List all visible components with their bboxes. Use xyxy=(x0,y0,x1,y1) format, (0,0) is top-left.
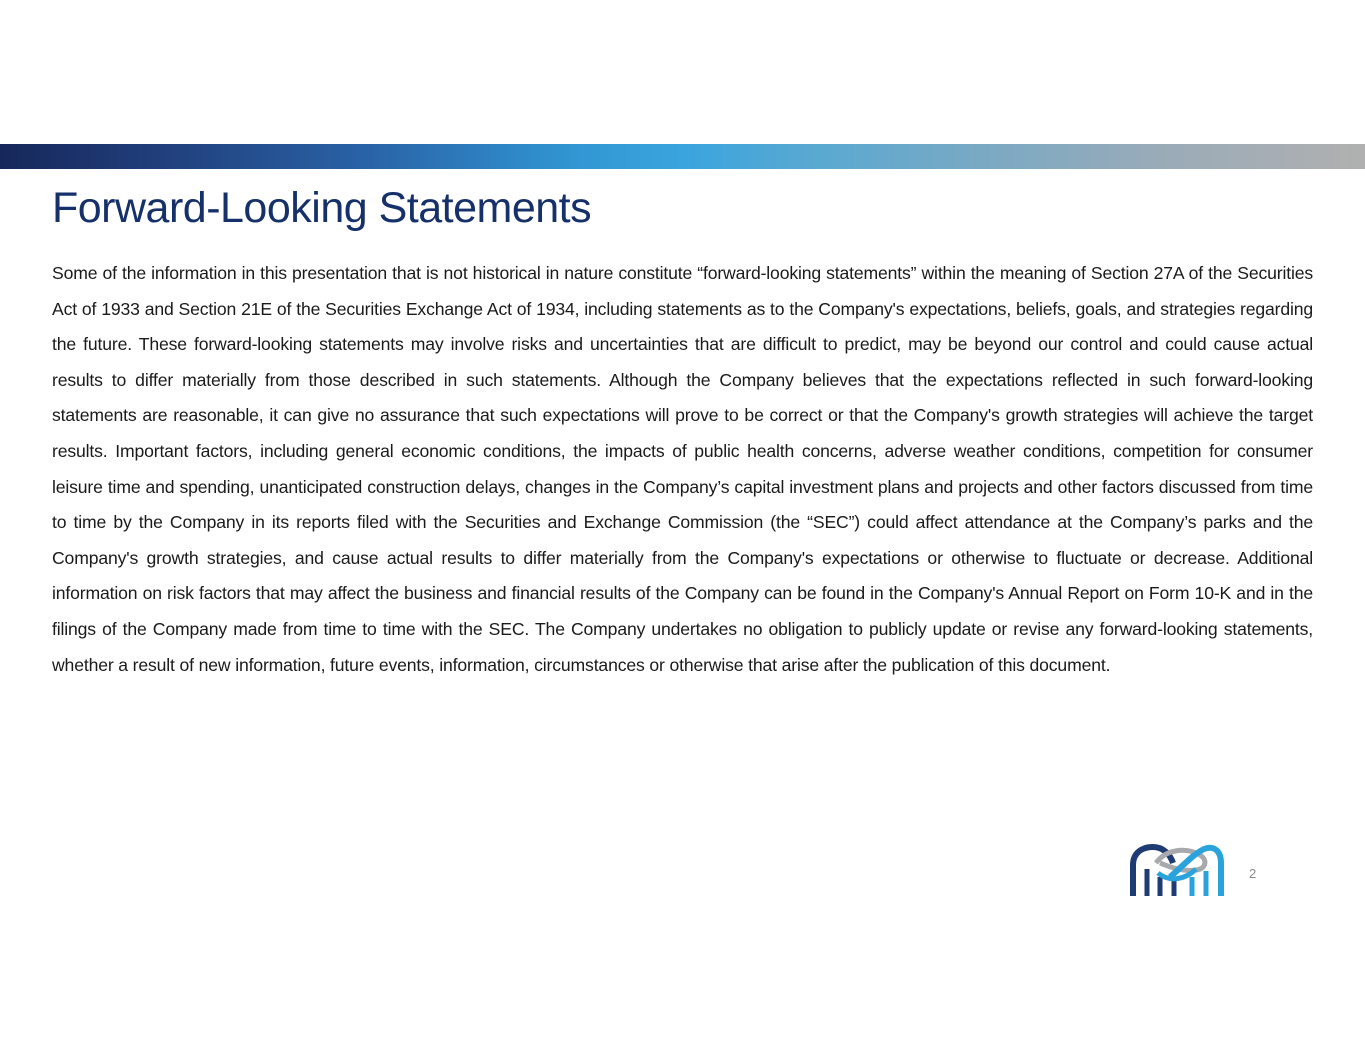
page-number: 2 xyxy=(1249,866,1257,881)
slide-title: Forward-Looking Statements xyxy=(52,184,592,232)
disclaimer-paragraph: Some of the information in this presentation that is not historical in nature constitute “forward-looking statements” within the meaning of Section 27A of the Securities Act of 1933 and Section 21E of the Securities Exchange Act of 1934, including statements as to the Company's expectations, beliefs, goals, and strategies regarding the future. These forward-looking statements may involve risks and uncertainties that are difficult to predict, may be beyond our control and could cause actual results to differ materially from those described in such statements. Although the Company believes that the expectations reflected in such forward-looking statements are reasonable, it can give no assurance that such expectations will prove to be correct or that the Company's growth strategies will achieve the target results. Important factors, including general economic conditions, the impacts of public health concerns, adverse weather conditions, competition for consumer leisure time and spending, unanticipated construction delays, changes in the Company’s capital investment plans and projects and other factors discussed from time to time by the Company in its reports filed with the Securities and Exchange Commission (the “SEC”) could affect attendance at the Company’s parks and the Company's growth strategies, and cause actual results to differ materially from the Company's expectations or otherwise to fluctuate or decrease. Additional information on risk factors that may affect the business and financial results of the Company can be found in the Company's Annual Report on Form 10-K and in the filings of the Company made from time to time with the SEC. The Company undertakes no obligation to publicly update or revise any forward-looking statements, whether a result of new information, future events, information, circumstances or otherwise that arise after the publication of this document. xyxy=(52,263,1313,675)
header-gradient-band xyxy=(0,144,1365,169)
company-logo-icon xyxy=(1130,843,1224,899)
